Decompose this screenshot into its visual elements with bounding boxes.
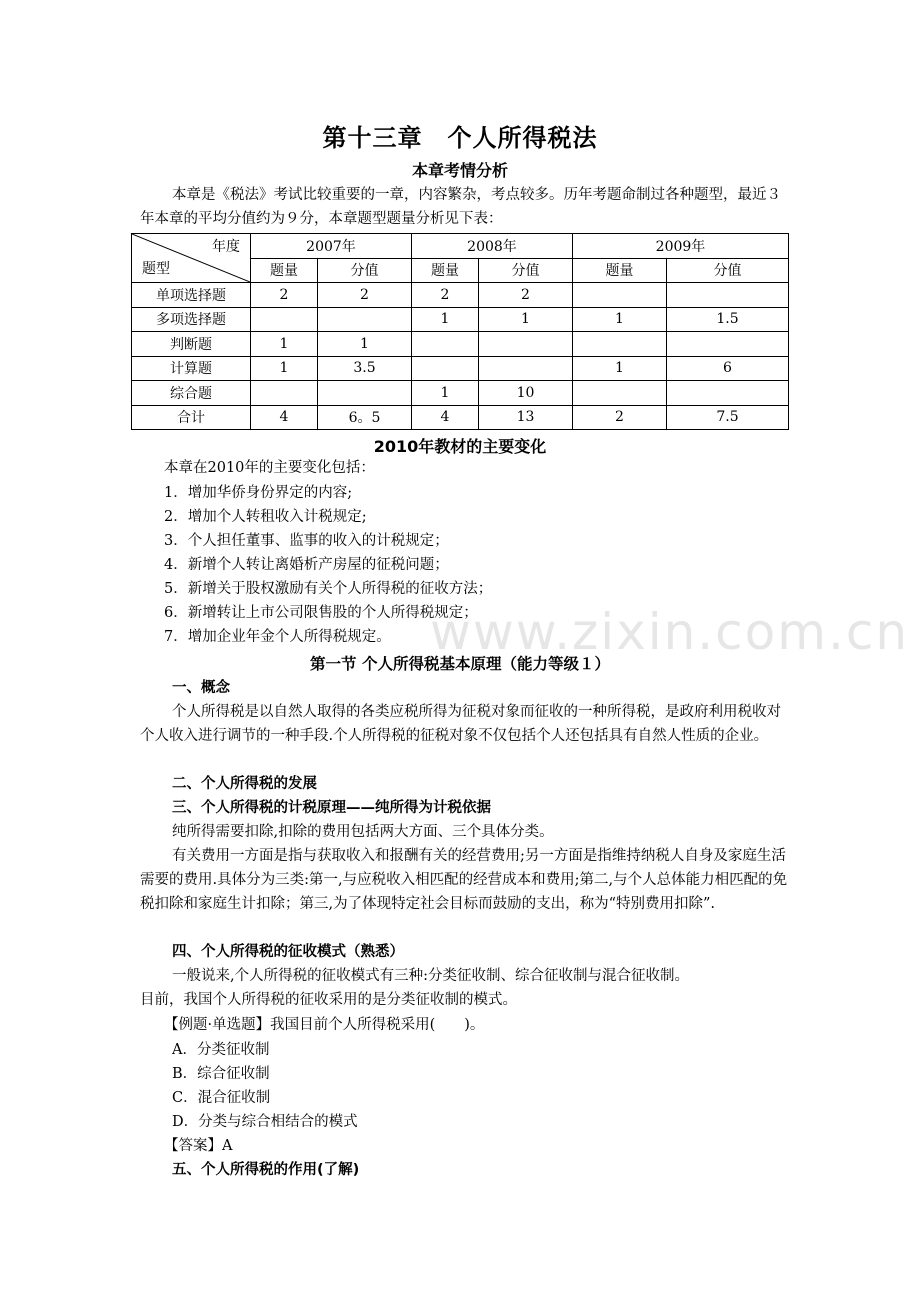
paragraph: 纯所得需要扣除,扣除的费用包括两大方面、三个具体分类。 xyxy=(172,824,554,840)
year-header: 2009年 xyxy=(573,234,789,259)
list-item: 6．新增转让上市公司限售股的个人所得税规定； xyxy=(164,605,478,621)
table-cell: 6 xyxy=(667,356,789,381)
table-cell: 1 xyxy=(479,307,573,332)
subsection-title: 二、个人所得税的发展 xyxy=(172,776,317,792)
table-cell xyxy=(479,332,573,357)
paragraph: 一般说来,个人所得税的征收模式有三种:分类征收制、综合征收制与混合征收制。 xyxy=(172,968,689,984)
table-cell: 1 xyxy=(573,356,667,381)
watermark: www.zixin.com.cn xyxy=(430,603,910,661)
question-stats-table xyxy=(131,233,789,430)
analysis-heading: 本章考情分析 xyxy=(411,161,508,180)
table-cell: 2 xyxy=(479,283,573,308)
option: B．综合征收制 xyxy=(172,1066,270,1082)
subsection-title: 四、个人所得税的征收模式（熟悉） xyxy=(172,944,404,960)
table-cell xyxy=(412,356,479,381)
table-cell: 13 xyxy=(479,405,573,430)
table-cell: 2 xyxy=(251,283,318,308)
table-cell xyxy=(573,332,667,357)
table-cell xyxy=(667,332,789,357)
corner-type-label: 题型 xyxy=(142,261,170,277)
table-cell: 1 xyxy=(412,381,479,406)
concept-paragraph: 个人所得税是以自然人取得的各类应税所得为征税对象而征收的一种所得税，是政府利用税收对个人收入进行调节的一种手段.个人所得税的征税对象不仅包括个人还包括具有自然人性质的企业。 xyxy=(140,704,781,744)
table-cell xyxy=(318,381,412,406)
table-row xyxy=(132,307,789,332)
list-item: 7．增加企业年金个人所得税规定。 xyxy=(164,629,391,645)
chapter-title: 第十三章 个人所得税法 xyxy=(322,124,598,152)
row-label: 多项选择题 xyxy=(132,307,251,332)
table-cell: 2 xyxy=(318,283,412,308)
table-row xyxy=(132,356,789,381)
table-cell: 4 xyxy=(412,405,479,430)
example-question: 【例题·单选题】我国目前个人所得税采用( )。 xyxy=(164,1017,485,1033)
table-cell: 1 xyxy=(573,307,667,332)
table-cell: 4 xyxy=(251,405,318,430)
corner-year-label: 年度 xyxy=(212,239,240,255)
table-row xyxy=(132,332,789,357)
sub-header: 题量 xyxy=(251,258,318,283)
row-label: 计算题 xyxy=(132,356,251,381)
sub-header: 分值 xyxy=(479,258,573,283)
table-cell xyxy=(667,381,789,406)
section-heading: 第一节 个人所得税基本原理（能力等级１） xyxy=(310,655,610,673)
changes-heading: 2010年教材的主要变化 xyxy=(373,437,547,456)
table-row xyxy=(132,381,789,406)
answer: 【答案】A xyxy=(164,1138,233,1154)
list-item: 4．新增个人转让离婚析产房屋的征税问题； xyxy=(164,557,449,573)
row-label: 判断题 xyxy=(132,332,251,357)
table-cell xyxy=(251,307,318,332)
sub-header: 分值 xyxy=(318,258,412,283)
table-cell: 7.5 xyxy=(667,405,789,430)
list-item: 1．增加华侨身份界定的内容; xyxy=(164,485,353,501)
year-header: 2008年 xyxy=(412,234,573,259)
table-cell: 1 xyxy=(251,356,318,381)
list-item: 3．个人担任董事、监事的收入的计税规定； xyxy=(164,533,449,549)
table-cell: 2 xyxy=(412,283,479,308)
year-header: 2007年 xyxy=(251,234,412,259)
subsection-title: 三、个人所得税的计税原理——纯所得为计税依据 xyxy=(172,800,491,816)
subsection-title: 五、个人所得税的作用(了解) xyxy=(172,1162,360,1178)
row-label: 合计 xyxy=(132,405,251,430)
table-cell: 10 xyxy=(479,381,573,406)
subsection-title: 一、概念 xyxy=(172,680,230,696)
changes-intro: 本章在2010年的主要变化包括： xyxy=(164,460,375,476)
table-cell xyxy=(573,381,667,406)
table-cell: 1.5 xyxy=(667,307,789,332)
paragraph: 有关费用一方面是指与获取收入和报酬有关的经营费用;另一方面是指维持纳税人自身及家庭生活需要的费用.具体分为三类:第一,与应税收入相匹配的经营成本和费用;第二,与个人总体能力相匹配的免税扣除和家庭生计扣除；第三,为了体现特定社会目标而鼓励的支出，称为“特别费用扣除”. xyxy=(140,848,788,912)
list-item: 2．增加个人转租收入计税规定; xyxy=(164,509,367,525)
table-corner-cell xyxy=(132,234,251,283)
row-label: 综合题 xyxy=(132,381,251,406)
option: D．分类与综合相结合的模式 xyxy=(172,1114,358,1130)
table-cell xyxy=(251,381,318,406)
table-cell: 1 xyxy=(251,332,318,357)
table-cell xyxy=(318,307,412,332)
option: C．混合征收制 xyxy=(172,1090,271,1106)
sub-header: 题量 xyxy=(573,258,667,283)
sub-header: 题量 xyxy=(412,258,479,283)
row-label: 单项选择题 xyxy=(132,283,251,308)
table-row xyxy=(132,405,789,430)
list-item: 5．新增关于股权激励有关个人所得税的征收方法； xyxy=(164,581,493,597)
table-cell xyxy=(667,283,789,308)
paragraph: 目前，我国个人所得税的征收采用的是分类征收制的模式。 xyxy=(140,992,517,1008)
table-cell: 2 xyxy=(573,405,667,430)
table-cell: 3.5 xyxy=(318,356,412,381)
table-cell: 1 xyxy=(318,332,412,357)
table-cell xyxy=(573,283,667,308)
table-cell: 6。5 xyxy=(318,405,412,430)
option: A．分类征收制 xyxy=(172,1042,270,1058)
table-cell: 1 xyxy=(412,307,479,332)
table-cell xyxy=(412,332,479,357)
sub-header: 分值 xyxy=(667,258,789,283)
table-cell xyxy=(479,356,573,381)
table-row xyxy=(132,283,789,308)
analysis-paragraph: 本章是《税法》考试比较重要的一章，内容繁杂，考点较多。历年考题命制过各种题型，最近３年本章的平均分值约为９分，本章题型题量分析见下表： xyxy=(140,187,781,227)
